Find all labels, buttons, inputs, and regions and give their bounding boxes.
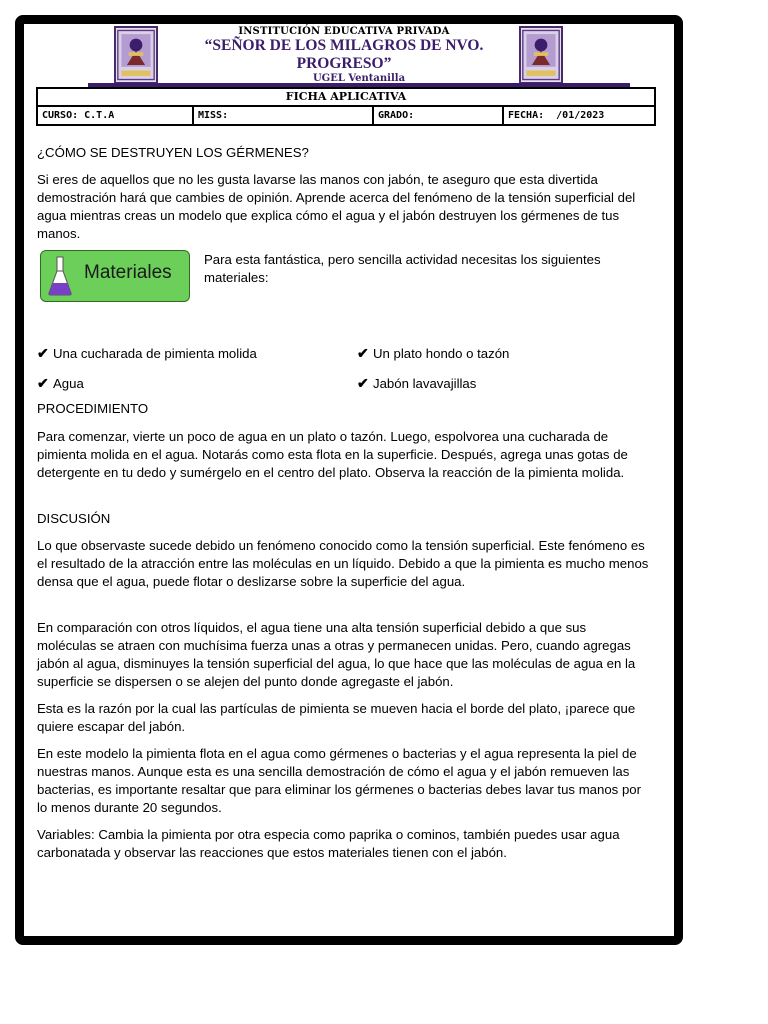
teacher-field[interactable]: MISS: — [194, 107, 374, 124]
institution-type: INSTITUCIÓN EDUCATIVA PRIVADA — [238, 26, 450, 37]
material-label: Una cucharada de pimienta molida — [53, 346, 257, 361]
date-field[interactable]: FECHA: /01/2023 — [508, 110, 605, 121]
check-mark-icon: ✔ — [357, 345, 369, 361]
check-mark-icon: ✔ — [357, 375, 369, 391]
header-cut-line: UGEL Ventanilla — [312, 73, 406, 83]
school-crest-icon — [114, 26, 158, 84]
grade-field[interactable]: GRADO: — [374, 107, 504, 124]
material-label: Jabón lavavajillas — [373, 376, 477, 391]
document-header — [24, 24, 674, 94]
flask-icon — [46, 255, 74, 297]
check-mark-icon: ✔ — [37, 345, 49, 361]
question-title: ¿CÓMO SE DESTRUYEN LOS GÉRMENES? — [37, 145, 309, 160]
school-crest-icon — [519, 26, 563, 84]
discussion-paragraph-4: En este modelo la pimienta flota en el agua como gérmenes o bacterias y el agua representa la piel de nuestras manos. Aunque esta es una sencilla demostración de cómo el agua y el jabón remueven las bacterias, es importante resaltar que para eliminar los gérmenes o bacterias debes lavar tus manos por lo menos durante 20 segundos. — [37, 746, 641, 815]
variables-paragraph: Variables: Cambia la pimienta por otra especia como paprika o cominos, también puedes usar agua carbonatada y observar las reacciones que estos materiales tienen con el jabón. — [37, 827, 620, 860]
list-item — [357, 374, 476, 393]
check-mark-icon: ✔ — [37, 375, 49, 391]
material-label: Agua — [53, 376, 84, 391]
school-name: “SEÑOR DE LOS MILAGROS DE NVO. PROGRESO” — [204, 37, 484, 72]
materials-label: Materiales — [84, 262, 172, 283]
ficha-fields-row — [38, 107, 654, 124]
list-item — [37, 344, 257, 363]
list-item — [357, 344, 509, 363]
material-label: Un plato hondo o tazón — [373, 346, 510, 361]
course-field[interactable]: CURSO: C.T.A — [38, 107, 194, 124]
discussion-paragraph-2: En comparación con otros líquidos, el agua tiene una alta tensión superficial debido a que sus moléculas se atraen con muchísima fuerza unas a otras y permanecen unidas. Pero, cuando agregas jabón al agua, disminuyes la tensión superficial del agua, lo que hace que las moléculas de agua en la superficie se dispersen o se alejen del punto donde agregaste el jabón. — [37, 620, 636, 689]
discussion-title: DISCUSIÓN — [37, 511, 111, 526]
discussion-paragraph-3: Esta es la razón por la cual las partículas de pimienta se mueven hacia el borde del plato, ¡parece que quiere escapar del jabón. — [37, 701, 636, 734]
list-item — [37, 374, 84, 393]
procedure-title: PROCEDIMIENTO — [37, 401, 149, 416]
procedure-paragraph: Para comenzar, vierte un poco de agua en un plato o tazón. Luego, espolvorea una cucharada de pimienta molida en el agua. Notarás como esta flota en la superficie. Después, agrega unas gotas de detergente en tu dedo y sumérgelo en el centro del plato. Observa la reacción de la pimienta molida. — [37, 429, 628, 480]
materials-intro: Para esta fantástica, pero sencilla actividad necesitas los siguientes materiales: — [204, 252, 601, 285]
ficha-title: FICHA APLICATIVA — [38, 89, 654, 107]
intro-paragraph: Si eres de aquellos que no les gusta lavarse las manos con jabón, te aseguro que esta divertida demostración hará que cambies de opinión. Aprende acerca del fenómeno de la tensión superficial del agua mientras creas un modelo que explica cómo el agua y el jabón destruyen los gérmenes de tus manos. — [37, 172, 636, 241]
discussion-paragraph-1: Lo que observaste sucede debido un fenómeno conocido como la tensión superficial. Este fenómeno es el resultado de la atracción entre las moléculas en un líquido. Debido a que la pimienta es mucho menos densa que el agua, puede flotar o deslizarse sobre la superficie del agua. — [37, 538, 649, 589]
ficha-table — [36, 87, 656, 126]
document-frame — [15, 15, 683, 945]
materials-badge — [40, 250, 190, 302]
